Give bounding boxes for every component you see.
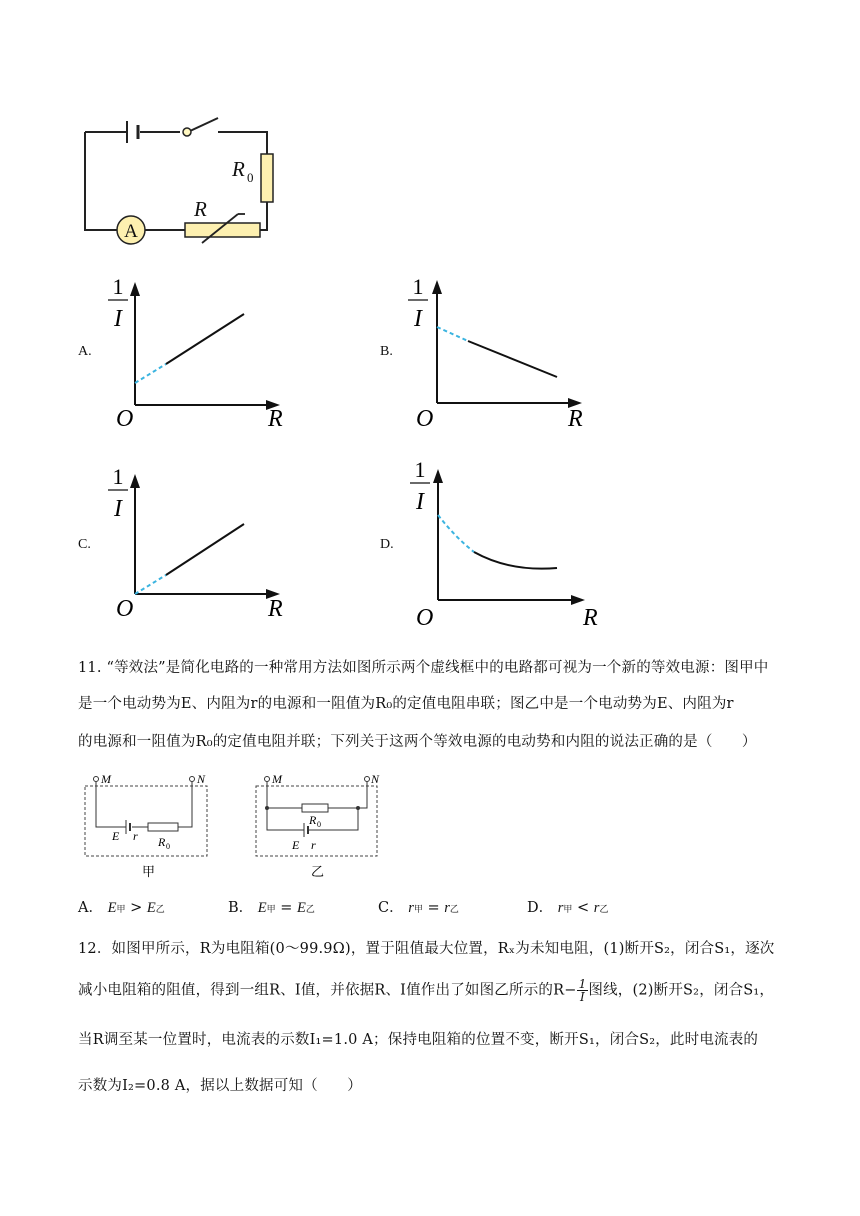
graph-option-a — [100, 268, 300, 433]
label-r: r — [133, 829, 138, 843]
caption-yi: 乙 — [311, 864, 325, 879]
resistor-r0 — [261, 154, 273, 202]
q12-line-2-b: 图线，(2)断开S₂，闭合S₁， — [588, 982, 775, 999]
q11-line-3: 的电源和一阻值为R₀的定值电阻并联；下列关于这两个等效电源的电动势和内阻的说法正确的是（ ） — [78, 734, 757, 750]
terminal-m: M — [272, 772, 282, 786]
choice-lhs: E — [107, 900, 117, 916]
choice-rhs: r — [444, 900, 450, 916]
origin-label: O — [416, 406, 434, 432]
choice-lhs-sub: 甲 — [413, 905, 423, 915]
y-label-den: I — [114, 306, 122, 332]
data-line — [166, 524, 244, 575]
x-label: R — [583, 605, 598, 630]
q12-line-2 — [78, 978, 774, 1003]
figure-jia — [82, 772, 212, 882]
choice-letter: A． — [78, 900, 103, 916]
data-curve — [474, 552, 557, 569]
choice-lhs: r — [408, 900, 414, 916]
q11-choice-a[interactable] — [78, 896, 165, 917]
choice-rhs-sub: 乙 — [449, 905, 459, 915]
resistor-r0 — [302, 804, 328, 812]
terminal-n: N — [371, 772, 380, 786]
q11-line-2: 是一个电动势为E、内阻为r的电源和一阻值为R₀的定值电阻串联；图乙中是一个电动势为E、内阻为r — [78, 696, 734, 712]
y-label-num: 1 — [412, 274, 424, 299]
choice-lhs-sub: 甲 — [116, 905, 126, 915]
label-r0: R — [158, 835, 166, 849]
q11-choice-d[interactable] — [527, 896, 608, 917]
ammeter-label: A — [124, 221, 138, 242]
graph-option-c — [100, 460, 300, 625]
variable-resistor — [185, 223, 260, 237]
label-r0: R — [309, 813, 317, 827]
graph-option-b — [400, 268, 600, 433]
dashed-extension — [437, 327, 468, 341]
label-r: r — [311, 838, 316, 852]
terminal-m: M — [101, 772, 111, 786]
y-label-den: I — [414, 306, 422, 332]
choice-op: = — [275, 900, 298, 916]
graph-option-d — [400, 455, 600, 630]
label-variable-r: R — [194, 197, 207, 221]
choice-rhs: E — [146, 900, 156, 916]
choice-letter: B． — [228, 900, 254, 916]
label-e: E — [292, 838, 300, 852]
choice-letter: D． — [527, 900, 554, 916]
choice-lhs: r — [557, 900, 564, 916]
choice-letter: C． — [378, 900, 404, 916]
x-label: R — [268, 596, 283, 622]
q12-line-1: 12．如图甲所示，R为电阻箱(0～99.9Ω)，置于阻值最大位置，Rₓ为未知电阻，(1)断开S₂，闭合S₁，逐次 — [78, 941, 775, 957]
option-a-letter: A. — [78, 344, 92, 359]
choice-op: > — [125, 900, 147, 916]
y-label-num: 1 — [112, 274, 124, 299]
y-label-num: 1 — [112, 464, 124, 489]
choice-rhs: E — [297, 900, 306, 916]
dashed-extension — [135, 364, 166, 383]
dashed-extension — [438, 515, 474, 552]
data-line — [468, 341, 557, 377]
choice-lhs-sub: 甲 — [563, 905, 573, 915]
option-c-letter: C. — [78, 537, 91, 552]
fraction-one-over-i — [577, 978, 589, 1003]
switch-contact — [183, 128, 191, 136]
choice-rhs-sub: 乙 — [305, 905, 315, 915]
choice-op: < — [572, 900, 594, 916]
q11-choice-c[interactable] — [378, 896, 459, 917]
fraction-num: 1 — [578, 977, 587, 991]
q12-line-3: 当R调至某一位置时，电流表的示数I₁=1.0 A；保持电阻箱的位置不变，断开S₁，闭合S₂，此时电流表的 — [78, 1032, 759, 1048]
figure-yi — [252, 772, 382, 882]
origin-label: O — [416, 605, 434, 630]
option-d-letter: D. — [380, 537, 394, 552]
origin-label: O — [116, 406, 134, 432]
data-line — [166, 314, 244, 364]
label-r0-sub: 0 — [317, 820, 321, 829]
option-b-letter: B. — [380, 344, 393, 359]
label-r0: R — [232, 157, 245, 181]
resistor-r0 — [148, 823, 178, 831]
q11-choice-b[interactable] — [228, 896, 315, 917]
terminal-n: N — [197, 772, 206, 786]
label-e: E — [112, 829, 120, 843]
x-label: R — [568, 406, 583, 432]
q12-line-4: 示数为I₂=0.8 A，据以上数据可知（ ） — [78, 1078, 362, 1094]
choice-rhs-sub: 乙 — [155, 905, 165, 915]
label-r0-sub: 0 — [166, 842, 170, 851]
q12-line-2-a: 减小电阻箱的阻值，得到一组R、I值，并依据R、I值作出了如图乙所示的R− — [78, 982, 577, 999]
label-r0-sub: 0 — [247, 170, 254, 185]
dashed-extension — [135, 575, 166, 594]
choice-rhs-sub: 乙 — [599, 905, 609, 915]
choice-lhs: E — [257, 900, 267, 916]
choice-op: = — [422, 900, 445, 916]
choice-rhs: r — [593, 900, 600, 916]
origin-label: O — [116, 596, 134, 622]
y-label-den: I — [416, 489, 424, 515]
fraction-den: I — [580, 990, 585, 1004]
caption-jia: 甲 — [142, 864, 156, 879]
y-label-den: I — [114, 496, 122, 522]
circuit-diagram-q10 — [70, 110, 300, 250]
choice-lhs-sub: 甲 — [266, 905, 276, 915]
q11-line-1: 11. “等效法”是简化电路的一种常用方法如图所示两个虚线框中的电路都可视为一个新的等效电源：图甲中 — [78, 660, 769, 676]
x-label: R — [268, 406, 283, 432]
y-label-num: 1 — [414, 457, 426, 482]
